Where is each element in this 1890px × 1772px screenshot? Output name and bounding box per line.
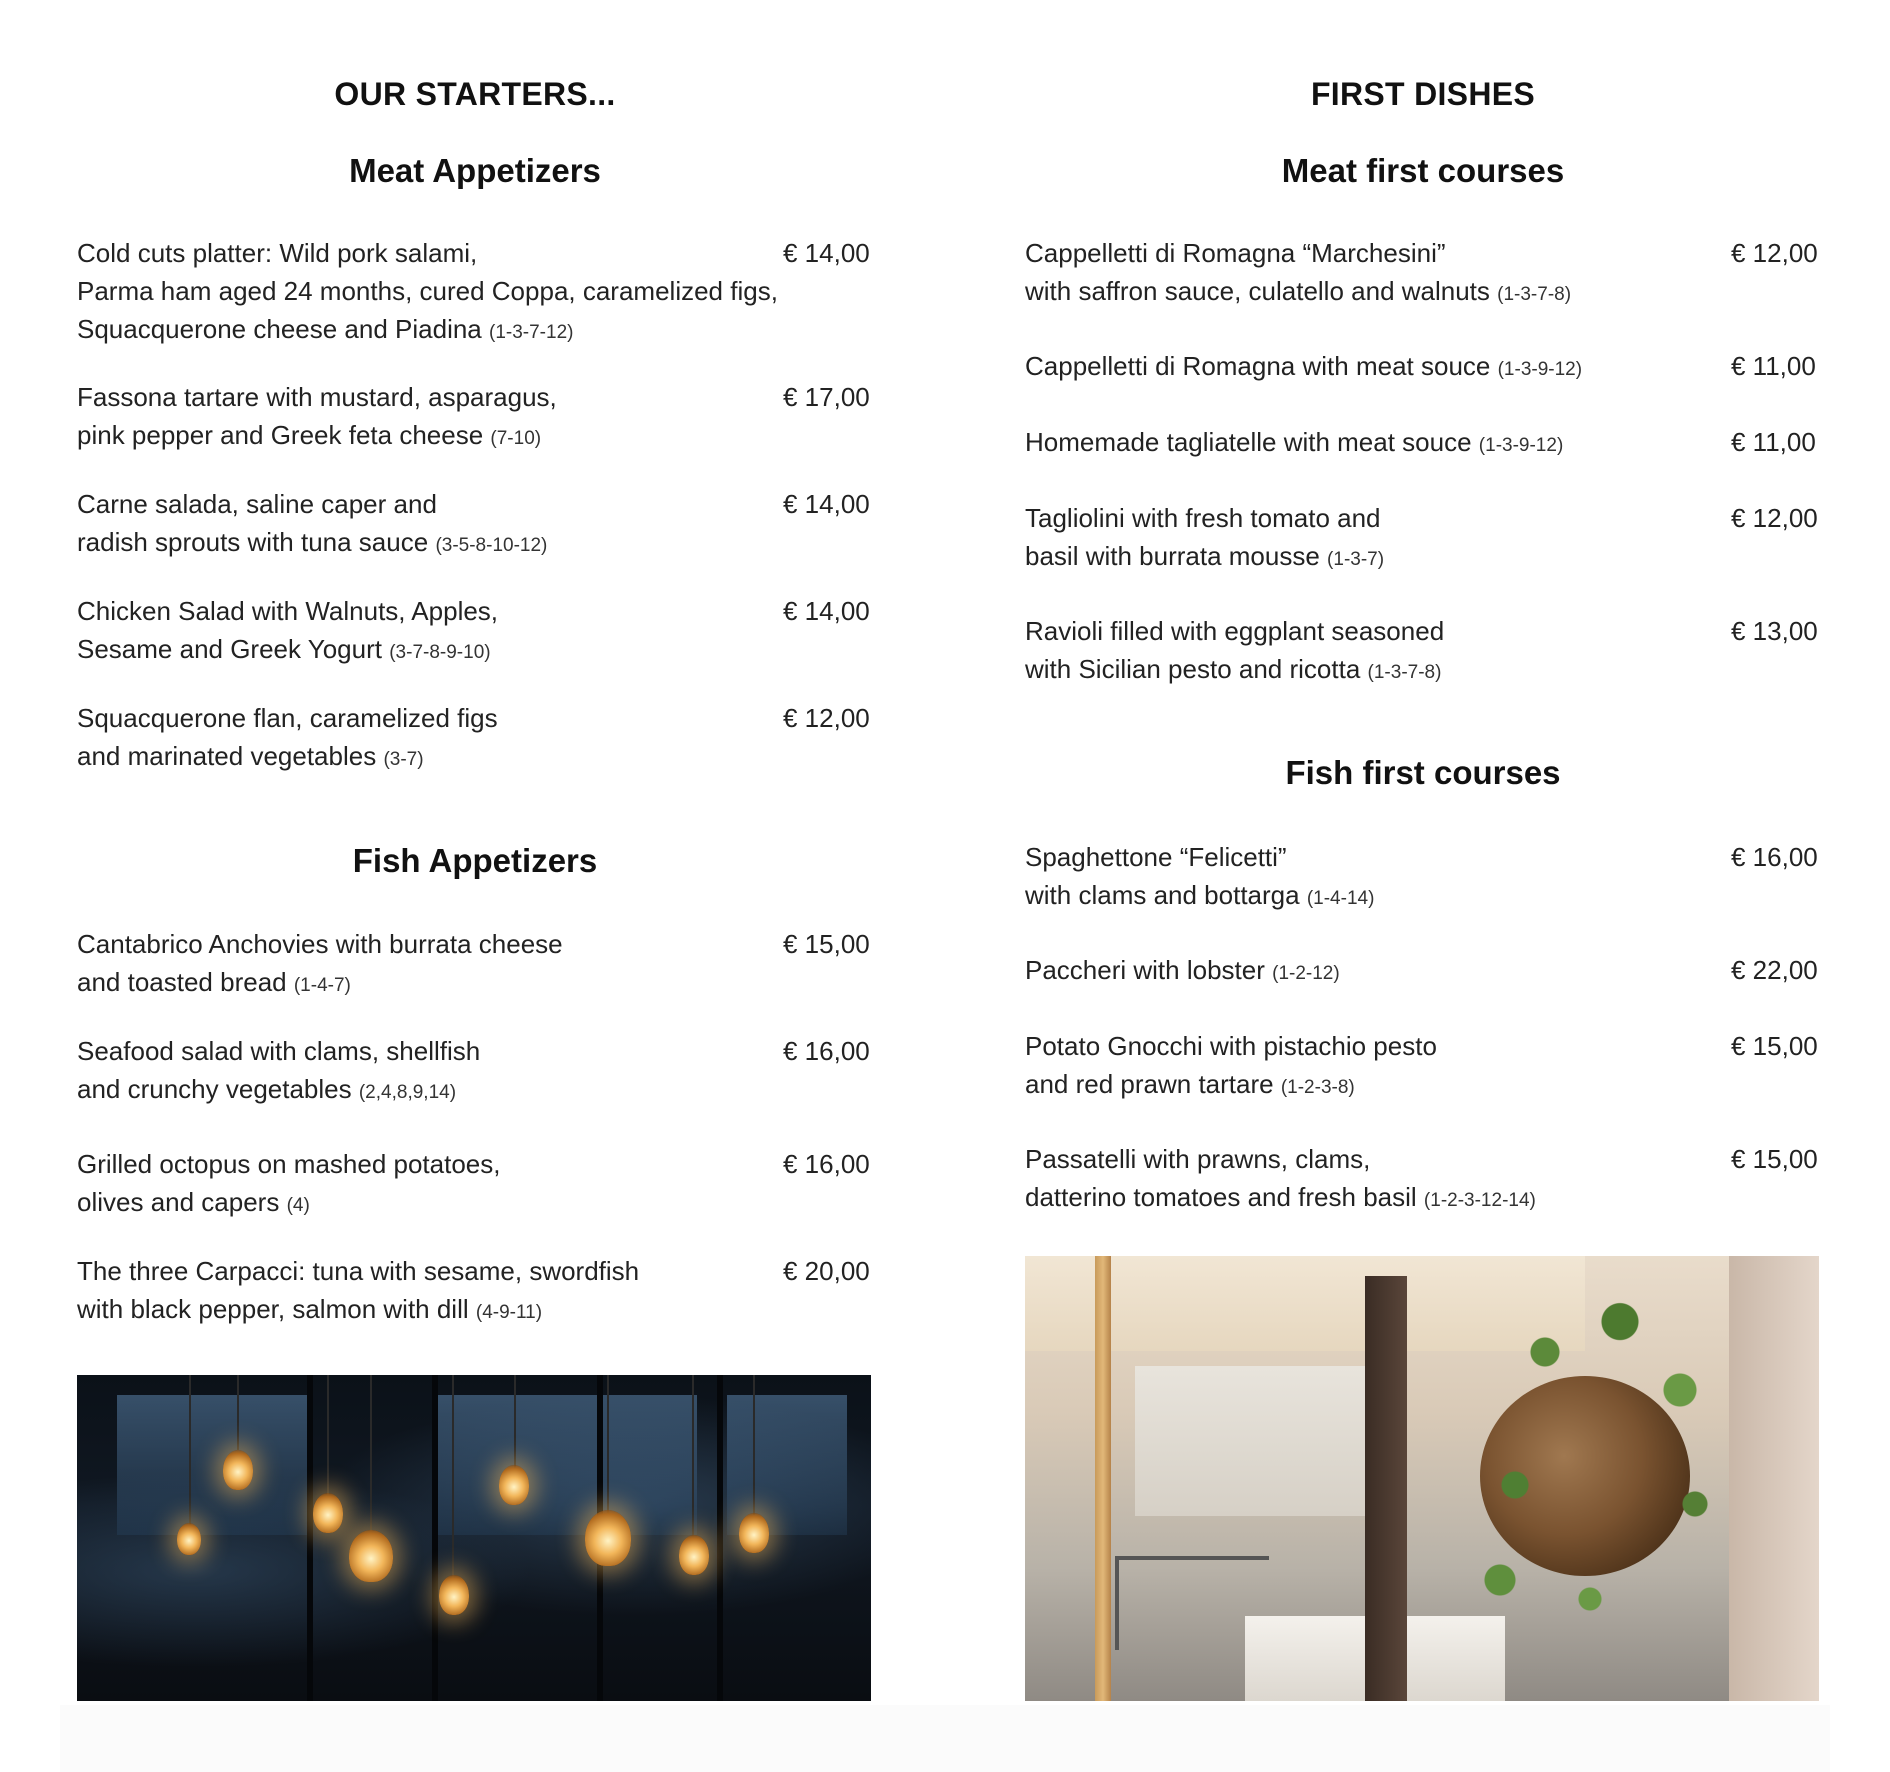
menu-item-price: € 15,00	[783, 929, 870, 959]
menu-item-price: € 15,00	[1731, 1144, 1818, 1174]
menu-item	[1025, 1140, 1821, 1220]
menu-item-text: Squacquerone cheese and Piadina	[77, 314, 482, 344]
menu-item-line	[77, 234, 777, 272]
menu-item-allergens: (4-9-11)	[475, 1302, 543, 1323]
menu-item-description	[1025, 423, 1725, 465]
menu-item-allergens: (1-3-7-8)	[1367, 662, 1442, 683]
menu-item-allergens: (1-3-7)	[1327, 549, 1385, 570]
menu-item-line	[1025, 537, 1725, 579]
menu-item-text: Parma ham aged 24 months, cured Coppa, caramelized figs,	[77, 276, 778, 306]
menu-item-description	[77, 378, 777, 458]
menu-item-allergens: (1-4-14)	[1306, 888, 1375, 909]
menu-item-price: € 16,00	[1731, 842, 1818, 872]
menu-item-description	[77, 485, 777, 565]
menu-item	[77, 234, 873, 352]
menu-item-allergens: (3-5-8-10-12)	[435, 535, 548, 556]
menu-item-line	[77, 1145, 777, 1183]
terrace-hanging-plant-photo	[1025, 1256, 1819, 1701]
menu-item-text: Potato Gnocchi with pistachio pesto	[1025, 1031, 1437, 1061]
menu-item-text: Ravioli filled with eggplant seasoned	[1025, 616, 1445, 646]
menu-item-text: with saffron sauce, culatello and walnuts	[1025, 276, 1490, 306]
menu-item	[1025, 234, 1821, 314]
menu-item-text: Cappelletti di Romagna “Marchesini”	[1025, 238, 1446, 268]
menu-item-description	[77, 1032, 777, 1112]
menu-item-text: datterino tomatoes and fresh basil	[1025, 1182, 1417, 1212]
menu-item-description	[1025, 1027, 1725, 1107]
menu-item-line	[77, 1290, 777, 1332]
menu-item-text: Spaghettone “Felicetti”	[1025, 842, 1287, 872]
menu-item-price: € 15,00	[1731, 1031, 1818, 1061]
menu-item-price: € 11,00	[1731, 427, 1816, 457]
menu-item-text: The three Carpacci: tuna with sesame, swordfish	[77, 1256, 640, 1286]
menu-item-text: Grilled octopus on mashed potatoes,	[77, 1149, 501, 1179]
menu-item	[77, 1145, 873, 1225]
menu-item-allergens: (1-2-12)	[1272, 963, 1340, 984]
menu-item-price: € 16,00	[783, 1036, 870, 1066]
menu-item-description	[1025, 347, 1725, 389]
menu-item-line	[1025, 1140, 1725, 1178]
section-title-starters: OUR STARTERS...	[334, 76, 616, 112]
menu-item-text: Homemade tagliatelle with meat souce	[1025, 427, 1472, 457]
menu-item	[1025, 1027, 1821, 1107]
menu-item-text: Passatelli with prawns, clams,	[1025, 1144, 1371, 1174]
menu-item-text: with clams and bottarga	[1025, 880, 1300, 910]
menu-item-description	[1025, 838, 1725, 918]
menu-item-line	[1025, 499, 1725, 537]
menu-item-price: € 22,00	[1731, 955, 1818, 985]
menu-item-price: € 17,00	[783, 382, 870, 412]
menu-item	[1025, 423, 1821, 465]
menu-item-text: and crunchy vegetables	[77, 1074, 352, 1104]
menu-item-line	[1025, 1178, 1725, 1220]
menu-item	[1025, 499, 1821, 579]
menu-item-allergens: (1-3-7-12)	[489, 322, 574, 343]
page-footer-strip	[60, 1705, 1830, 1772]
menu-item	[77, 378, 873, 458]
menu-item-line	[1025, 650, 1725, 692]
menu-item-description	[1025, 1140, 1725, 1220]
menu-item-line	[1025, 234, 1725, 272]
menu-item-line	[77, 699, 777, 737]
menu-item-line	[1025, 951, 1725, 993]
menu-item-description	[77, 1145, 777, 1225]
menu-item-line	[77, 1070, 777, 1112]
menu-item-line	[1025, 876, 1725, 918]
menu-item-description	[1025, 612, 1725, 692]
menu-item-line	[77, 1252, 777, 1290]
menu-item-line	[77, 963, 777, 1005]
menu-item-price: € 12,00	[783, 703, 870, 733]
subsection-title-fish-appetizers: Fish Appetizers	[352, 842, 598, 879]
menu-item-allergens: (4)	[286, 1195, 310, 1216]
menu-item-text: Squacquerone flan, caramelized figs	[77, 703, 498, 733]
menu-item-price: € 11,00	[1731, 351, 1816, 381]
menu-item	[1025, 612, 1821, 692]
menu-item	[77, 1252, 873, 1332]
menu-item-price: € 12,00	[1731, 238, 1818, 268]
menu-item-text: and toasted bread	[77, 967, 287, 997]
menu-item	[1025, 347, 1821, 389]
menu-item-line	[77, 592, 777, 630]
menu-item-price: € 14,00	[783, 238, 870, 268]
subsection-title-fish-first-courses: Fish first courses	[1285, 754, 1561, 791]
menu-item-description	[77, 925, 777, 1005]
menu-item-line	[1025, 838, 1725, 876]
menu-item-line	[1025, 1065, 1725, 1107]
menu-item-text: Seafood salad with clams, shellfish	[77, 1036, 481, 1066]
menu-item-line	[1025, 423, 1725, 465]
menu-item-text: olives and capers	[77, 1187, 280, 1217]
menu-item-text: Paccheri with lobster	[1025, 955, 1265, 985]
menu-item-text: basil with burrata mousse	[1025, 541, 1320, 571]
menu-item-line	[1025, 347, 1725, 389]
menu-item-text: Sesame and Greek Yogurt	[77, 634, 382, 664]
menu-item-description	[1025, 234, 1725, 314]
restaurant-window-bulbs-photo	[77, 1375, 871, 1701]
menu-item-description	[1025, 499, 1725, 579]
menu-item-text: Cold cuts platter: Wild pork salami,	[77, 238, 478, 268]
menu-item	[77, 592, 873, 672]
menu-item-allergens: (3-7-8-9-10)	[389, 642, 491, 663]
menu-item-line	[77, 925, 777, 963]
menu-item-description	[77, 699, 777, 779]
menu-item-price: € 12,00	[1731, 503, 1818, 533]
menu-item-line	[77, 737, 777, 779]
menu-item	[77, 699, 873, 779]
menu-item	[1025, 838, 1821, 918]
menu-item-price: € 13,00	[1731, 616, 1818, 646]
menu-item-line	[1025, 272, 1725, 314]
menu-item	[1025, 951, 1821, 993]
menu-item-text: Fassona tartare with mustard, asparagus,	[77, 382, 557, 412]
menu-item-allergens: (1-3-9-12)	[1497, 359, 1583, 380]
menu-item-allergens: (2,4,8,9,14)	[358, 1082, 457, 1103]
menu-item-allergens: (1-4-7)	[293, 975, 351, 996]
subsection-title-meat-first-courses: Meat first courses	[1281, 152, 1565, 189]
menu-item	[77, 485, 873, 565]
menu-item-text: and red prawn tartare	[1025, 1069, 1274, 1099]
menu-item-description	[77, 234, 777, 352]
menu-item-text: Tagliolini with fresh tomato and	[1025, 503, 1381, 533]
menu-item-price: € 14,00	[783, 596, 870, 626]
menu-item-line	[77, 378, 777, 416]
menu-item-line	[77, 1183, 777, 1225]
menu-item-description	[1025, 951, 1725, 993]
menu-item-price: € 14,00	[783, 489, 870, 519]
menu-item-line	[77, 272, 777, 310]
menu-item-allergens: (1-3-9-12)	[1478, 435, 1564, 456]
menu-item-text: Cantabrico Anchovies with burrata cheese	[77, 929, 563, 959]
menu-item	[77, 925, 873, 1005]
menu-item-line	[77, 630, 777, 672]
section-title-first-dishes: FIRST DISHES	[1310, 76, 1536, 112]
menu-item-line	[1025, 612, 1725, 650]
menu-item-text: Cappelletti di Romagna with meat souce	[1025, 351, 1491, 381]
menu-item-allergens: (1-2-3-12-14)	[1423, 1190, 1536, 1211]
menu-item-text: with Sicilian pesto and ricotta	[1025, 654, 1361, 684]
subsection-title-meat-appetizers: Meat Appetizers	[349, 152, 601, 189]
menu-item-allergens: (1-2-3-8)	[1280, 1077, 1355, 1098]
menu-item-description	[77, 592, 777, 672]
menu-item-allergens: (3-7)	[383, 749, 424, 770]
menu-item-allergens: (1-3-7-8)	[1497, 284, 1572, 305]
menu-item-text: Chicken Salad with Walnuts, Apples,	[77, 596, 499, 626]
menu-item-allergens: (7-10)	[490, 428, 542, 449]
menu-item-line	[77, 1032, 777, 1070]
menu-item	[77, 1032, 873, 1112]
menu-item-text: pink pepper and Greek feta cheese	[77, 420, 484, 450]
menu-item-line	[77, 310, 777, 352]
menu-item-text: radish sprouts with tuna sauce	[77, 527, 429, 557]
menu-item-line	[77, 485, 777, 523]
menu-item-description	[77, 1252, 777, 1332]
menu-item-text: with black pepper, salmon with dill	[77, 1294, 469, 1324]
menu-item-line	[1025, 1027, 1725, 1065]
menu-item-line	[77, 416, 777, 458]
menu-item-text: and marinated vegetables	[77, 741, 377, 771]
menu-item-price: € 20,00	[783, 1256, 870, 1286]
menu-item-price: € 16,00	[783, 1149, 870, 1179]
menu-item-line	[77, 523, 777, 565]
menu-item-text: Carne salada, saline caper and	[77, 489, 437, 519]
